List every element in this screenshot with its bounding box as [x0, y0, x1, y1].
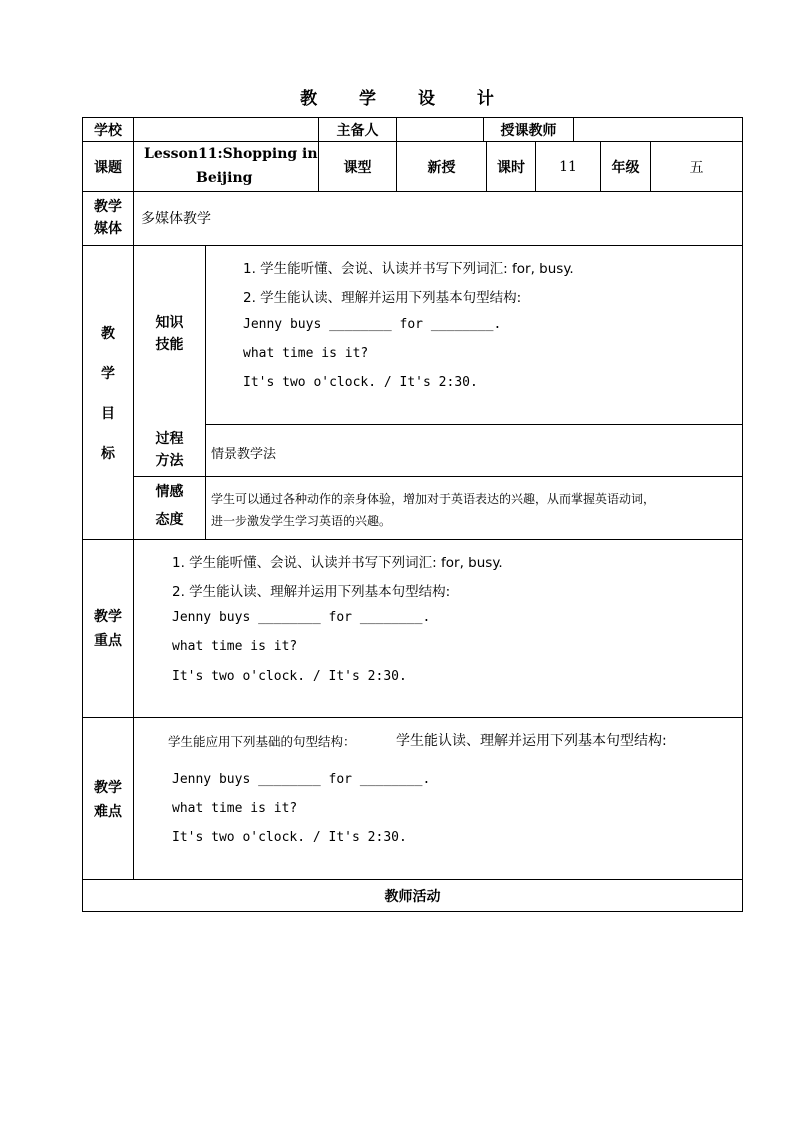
class-hours-label: 课时 [497, 159, 525, 176]
key-point-line: 1. 学生能听懂、会说、认读并书写下列词汇: for, busy. [172, 555, 503, 571]
row-divider [205, 424, 743, 425]
emotion-line: 进一步激发学生学习英语的兴趣。 [211, 514, 392, 528]
preparer-value [397, 118, 483, 141]
row-divider [82, 539, 743, 540]
objectives-label-char: 教 [101, 325, 115, 342]
key-point-line: what time is it? [172, 639, 298, 654]
school-label: 学校 [94, 122, 122, 139]
knowledge-line: what time is it? [243, 346, 369, 361]
col-divider [133, 539, 134, 879]
school-value [134, 118, 318, 141]
emotion-label-line-2: 态度 [155, 512, 184, 528]
process-label-line-1: 过程 [155, 431, 184, 447]
knowledge-label [134, 312, 205, 360]
difficulty-line: It's two o'clock. / It's 2:30. [172, 830, 407, 845]
media-value: 多媒体教学 [141, 211, 211, 227]
grade-value: 五 [689, 159, 704, 176]
grade-label: 年级 [611, 159, 640, 176]
topic-value [134, 142, 318, 191]
difficulties-label-line-2: 难点 [94, 804, 122, 820]
objectives-label-char: 目 [101, 405, 115, 422]
difficulties-label [83, 776, 133, 824]
row-divider [133, 476, 743, 477]
row-divider [82, 245, 743, 246]
emotion-label-line-1: 情感 [155, 484, 184, 500]
key-points-label-line-1: 教学 [94, 609, 122, 625]
difficulty-line: Jenny buys ________ for ________. [172, 772, 431, 787]
objectives-label-char: 学 [101, 365, 115, 382]
process-value: 情景教学法 [211, 447, 277, 462]
key-points-label-line-2: 重点 [94, 633, 122, 649]
topic-line-1: Lesson11:Shopping in [144, 146, 318, 162]
lesson-type-label: 课型 [343, 159, 372, 176]
class-hours-value: 11 [559, 158, 577, 175]
key-point-line: It's two o'clock. / It's 2:30. [172, 669, 407, 684]
preparer-label: 主备人 [336, 122, 379, 139]
page-title: 教 学 设 计 [300, 89, 512, 109]
difficulties-intro-large: 学生能认读、理解并运用下列基本句型结构: [396, 733, 667, 749]
teacher-activity-header: 教师活动 [384, 888, 441, 905]
emotion-label [134, 478, 205, 538]
row-divider [82, 191, 743, 192]
key-point-line: 2. 学生能认读、理解并运用下列基本句型结构: [172, 584, 451, 600]
difficulty-line: what time is it? [172, 801, 298, 816]
media-label-line-1: 教学 [94, 199, 122, 215]
emotion-line: 学生可以通过各种动作的亲身体验，增加对于英语表达的兴趣，从而掌握英语动词， [211, 492, 656, 506]
media-label [83, 196, 133, 244]
topic-label: 课题 [94, 159, 122, 176]
process-label [134, 428, 205, 476]
key-point-line: Jenny buys ________ for ________. [172, 610, 431, 625]
row-divider [82, 717, 743, 718]
teacher-label: 授课教师 [500, 122, 557, 139]
process-label-line-2: 方法 [155, 453, 184, 469]
difficulties-label-line-1: 教学 [94, 780, 122, 796]
key-points-label [83, 605, 133, 653]
col-divider [205, 245, 206, 539]
knowledge-label-line-1: 知识 [155, 315, 184, 331]
objectives-label-char: 标 [101, 445, 115, 462]
knowledge-line: Jenny buys ________ for ________. [243, 317, 502, 332]
knowledge-line: 1. 学生能听懂、会说、认读并书写下列词汇: for, busy. [243, 261, 574, 277]
lesson-type-value: 新授 [427, 159, 456, 176]
topic-line-2: Beijing [196, 170, 253, 186]
knowledge-line: It's two o'clock. / It's 2:30. [243, 375, 478, 390]
objectives-label [83, 246, 133, 539]
difficulties-intro-small: 学生能应用下列基础的句型结构： [168, 734, 356, 749]
knowledge-label-line-2: 技能 [155, 337, 184, 353]
knowledge-line: 2. 学生能认读、理解并运用下列基本句型结构: [243, 290, 522, 306]
teacher-value [574, 118, 742, 141]
media-label-line-2: 媒体 [94, 221, 122, 237]
